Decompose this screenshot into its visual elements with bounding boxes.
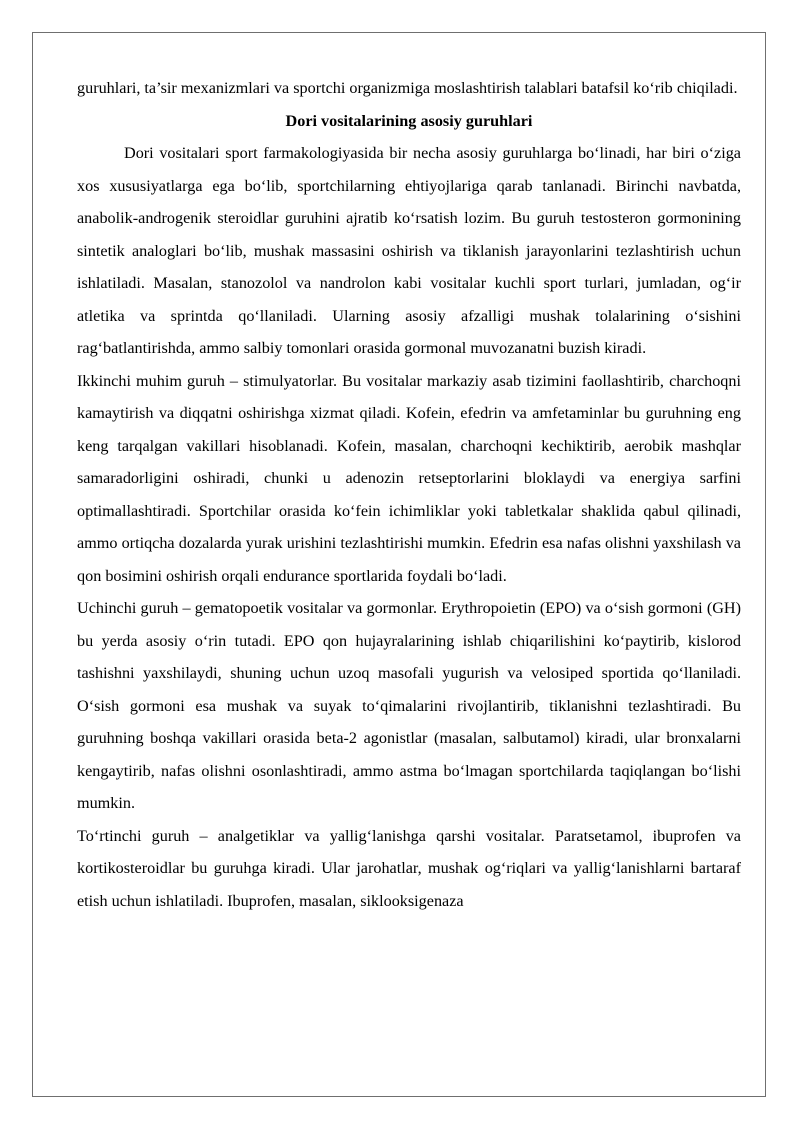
paragraph-stimulants: Ikkinchi muhim guruh – stimulyatorlar. Bu vositalar markaziy asab tizimini faollashtirib, charchoqni kamaytirish va diqqatni oshirishga xizmat qiladi. Kofein, efedrin va amfetaminlar bu guruhning eng keng tarqalgan vakillari hisoblanadi. Kofein, masalan, charchoqni kechiktirib, aerobik mashqlar samaradorligini oshiradi, chunki u adenozin retseptorlarini bloklaydi va energiya sarfini optimallashtiradi. Sportchilar orasida ko‘fein ichimliklar yoki tabletkalar shaklida qabul qilinadi, ammo ortiqcha dozalarda yurak urishini tezlashtirishi mumkin. Efedrin esa nafas olishni yaxshilash va qon bosimini oshirish orqali endurance sportlarida foydali bo‘ladi. bbox=[77, 371, 741, 585]
paragraph-hematopoietic: Uchinchi guruh – gematopoetik vositalar va gormonlar. Erythropoietin (EPO) va o‘sish gormoni (GH) bu yerda asosiy o‘rin tutadi. EPO qon hujayralarining ishlab chiqarilishini ko‘paytirib, kislorod tashishni yaxshilaydi, shuning uchun uzoq masofali yugurish va velosiped sportida qo‘llaniladi. O‘sish gormoni esa mushak va suyak to‘qimalarini rivojlantirib, tiklanishni tezlashtiradi. Bu guruhning boshqa vakillari orasida beta-2 agonistlar (masalan, salbutamol) kiradi, ular bronxalarni kengaytirib, nafas olishni osonlashtiradi, ammo astma bo‘lmagan sportchilarda taqiqlangan bo‘lishi mumkin. bbox=[77, 599, 741, 812]
paragraph-analgesics: To‘rtinchi guruh – analgetiklar va yallig‘lanishga qarshi vositalar. Paratsetamol, ibuprofen va kortikosteroidlar bu guruhga kiradi. Ular jarohatlar, mushak og‘riqlari va yallig‘lanishlarni bartaraf etish uchun ishlatiladi. Ibuprofen, masalan, siklooksigenaza bbox=[77, 826, 741, 910]
document-body bbox=[77, 72, 741, 917]
paragraph-steroids: Dori vositalari sport farmakologiyasida bir necha asosiy guruhlarga bo‘linadi, har biri o‘ziga xos xususiyatlarga ega bo‘lib, sportchilarning ehtiyojlariga qarab tanlanadi. Birinchi navbatda, anabolik-androgenik steroidlar guruhini ajratib ko‘rsatish lozim. Bu guruh testosteron gormonining sintetik analoglari bo‘lib, mushak massasini oshirish va tiklanish jarayonlarini tezlashtirish uchun ishlatiladi. Masalan, stanozolol va nandrolon kabi vositalar kuchli sport turlari, jumladan, og‘ir atletika va sprintda qo‘llaniladi. Ularning asosiy afzalligi mushak tolalarining o‘sishini rag‘batlantirishda, ammo salbiy tomonlari orasida gormonal muvozanatni buzish kiradi. bbox=[77, 144, 741, 357]
paragraph-intro-continuation: guruhlari, ta’sir mexanizmlari va sportchi organizmiga moslashtirish talablari batafsil ko‘rib chiqiladi. bbox=[77, 79, 738, 97]
section-heading: Dori vositalarining asosiy guruhlari bbox=[285, 111, 533, 130]
